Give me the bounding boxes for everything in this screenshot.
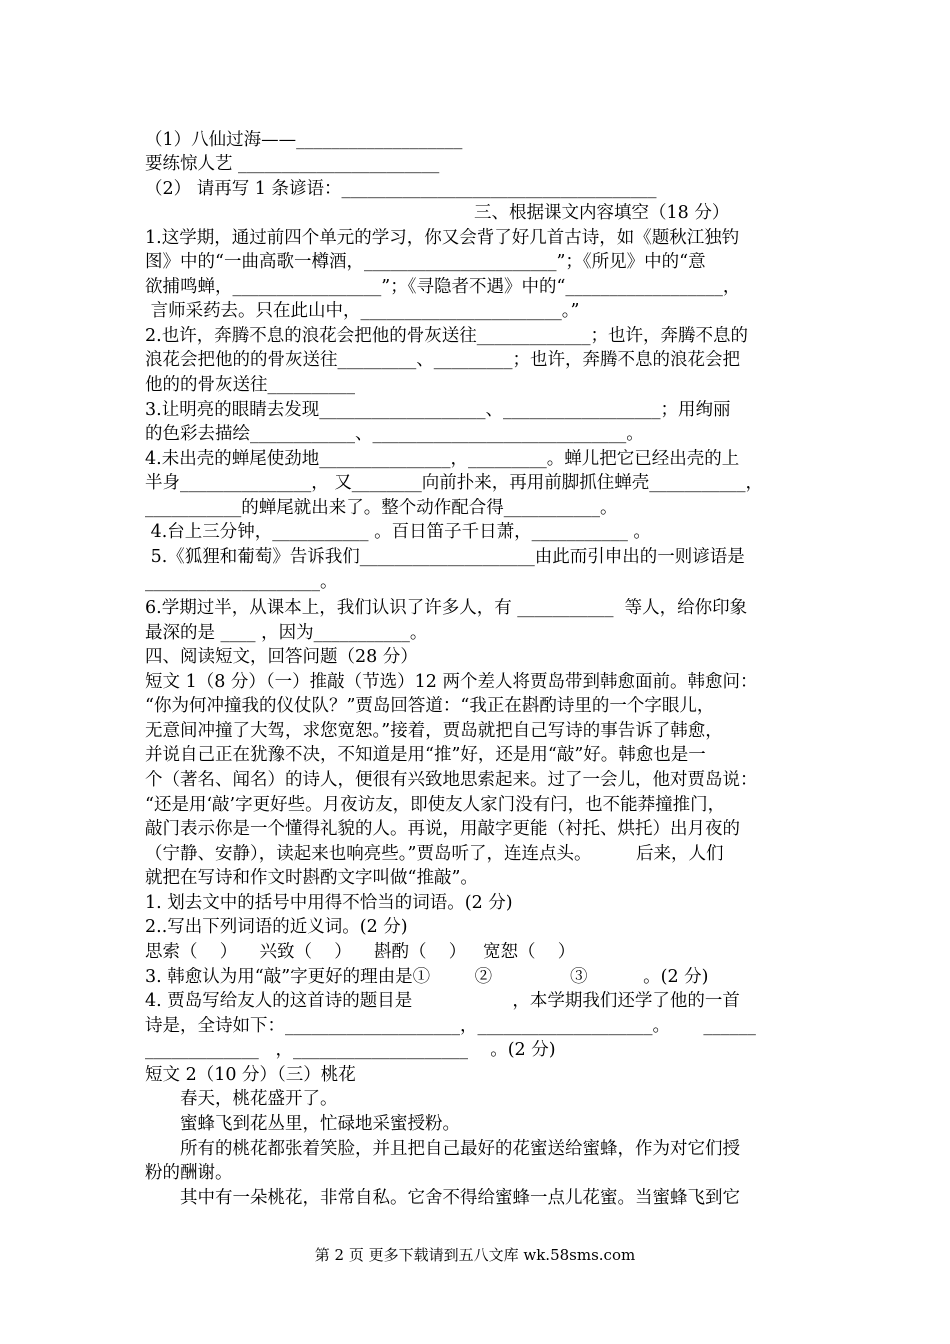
text-line: ___________的蝉尾就出来了。整个动作配合得___________。 bbox=[145, 498, 618, 518]
question-line: 4. 贾岛写给友人的这首诗的题目是 ，本学期我们还学了他的一首 bbox=[145, 991, 740, 1011]
passage-1-line: 个（著名、闻名）的诗人，便很有兴致地思索起来。过了一会儿，他对贾岛说： bbox=[145, 770, 758, 790]
question-line: 诗是，全诗如下：____________________，____________________。 ______ bbox=[145, 1016, 756, 1036]
passage-1-line: “你为何冲撞我的仪仗队？”贾岛回答道：“我正在斟酌诗里的一个字眼儿， bbox=[145, 696, 715, 716]
passage-1-line: 短文 1（8 分）（一）推敲（节选）12 两个差人将贾岛带到韩愈面前。韩愈问： bbox=[145, 672, 758, 692]
passage-2-line: 所有的桃花都张着笑脸，并且把自己最好的花蜜送给蜜蜂，作为对它们授 bbox=[180, 1139, 740, 1159]
passage-1-line: 并说自己正在犹豫不决，不知道是用“推”好，还是用“敲”好。韩愈也是一 bbox=[145, 745, 706, 765]
text-line: 他的的骨灰送往__________ bbox=[145, 375, 355, 395]
passage-1-line: “还是用‘敲’字更好些。月夜访友，即使友人家门没有闩，也不能莽撞推门， bbox=[145, 795, 726, 815]
text-line: 欲捕鸣蝉，_________________”；《寻隐者不遇》中的“__________________， bbox=[145, 277, 741, 297]
proverb-line-2: 要练惊人艺 _______________________ bbox=[145, 154, 440, 174]
question-line: 3. 韩愈认为用“敲”字更好的理由是① ② ③ 。(2 分) bbox=[145, 967, 709, 987]
passage-1-line: （宁静、安静），读起来也响亮些。”贾岛听了，连连点头。 后来，人们 bbox=[145, 844, 724, 864]
section-4-heading: 四、阅读短文，回答问题（28 分） bbox=[145, 647, 418, 667]
text-line: ____________________。 bbox=[145, 572, 338, 592]
question-line: 1. 划去文中的括号中用得不恰当的词语。(2 分) bbox=[145, 893, 513, 913]
text-line: 5.《狐狸和葡萄》告诉我们____________________由此而引申出的一则谚语是 bbox=[145, 547, 745, 567]
proverb-line-3: （2） 请再写 1 条谚语：____________________________________ bbox=[145, 179, 657, 199]
passage-1-line: 敲门表示你是一个懂得礼貌的人。再说，用敲字更能（衬托、烘托）出月夜的 bbox=[145, 819, 740, 839]
question-line: 思索（ ） 兴致（ ） 斟酌（ ） 宽恕（ ） bbox=[145, 942, 576, 962]
question-line: _____________ ，____________________ 。(2 分) bbox=[145, 1040, 556, 1060]
passage-2-line: 蜜蜂飞到花丛里，忙碌地采蜜授粉。 bbox=[180, 1114, 460, 1134]
passage-1-line: 就把在写诗和作文时斟酌文字叫做“推敲”。 bbox=[145, 868, 478, 888]
text-line: 半身_______________， 又________向前扑来，再用前脚抓住蝉壳___________， bbox=[145, 473, 764, 493]
text-line: 2.也许，奔腾不息的浪花会把他的骨灰送往_____________；也许，奔腾不息的 bbox=[145, 326, 748, 346]
passage-2-line: 粉的酬谢。 bbox=[145, 1163, 233, 1183]
passage-2-heading: 短文 2（10 分）（三）桃花 bbox=[145, 1065, 356, 1085]
passage-2-line: 其中有一朵桃花，非常自私。它舍不得给蜜蜂一点儿花蜜。当蜜蜂飞到它 bbox=[180, 1188, 740, 1208]
text-line: 最深的是 ____ ，因为___________。 bbox=[145, 623, 428, 643]
text-line: 1.这学期，通过前四个单元的学习，你又会背了好几首古诗，如《题秋江独钓 bbox=[145, 228, 740, 248]
text-line: 6.学期过半，从课本上，我们认识了许多人，有 ___________ 等人，给你印象 bbox=[145, 598, 748, 618]
text-line: 4.台上三分钟，___________ 。百日笛子千日萧，___________ 。 bbox=[145, 522, 651, 542]
text-line: 的色彩去描绘____________、_____________________________。 bbox=[145, 424, 644, 444]
passage-1-line: 无意间冲撞了大驾，求您宽恕。”接着，贾岛就把自己写诗的事告诉了韩愈， bbox=[145, 721, 723, 741]
question-line: 2..写出下列词语的近义词。(2 分) bbox=[145, 917, 408, 937]
text-line: 言师采药去。只在此山中，_______________________。” bbox=[145, 301, 580, 321]
text-line: 浪花会把他的的骨灰送往_________、_________；也许，奔腾不息的浪花会把 bbox=[145, 350, 740, 370]
page-footer: 第 2 页 更多下载请到五八文库 wk.58sms.com bbox=[314, 1246, 636, 1264]
text-line: 3.让明亮的眼睛去发现___________________、__________________；用绚丽 bbox=[145, 400, 731, 420]
proverb-line-1: （1）八仙过海——___________________ bbox=[145, 130, 463, 150]
text-line: 4.未出壳的蝉尾使劲地_______________，_________。蝉儿把它已经出壳的上 bbox=[145, 449, 740, 469]
text-line: 图》中的“一曲高歌一樽酒，______________________”；《所见》中的“意 bbox=[145, 252, 706, 272]
section-3-heading: 三、根据课文内容填空（18 分） bbox=[474, 203, 730, 223]
passage-2-line: 春天，桃花盛开了。 bbox=[180, 1089, 338, 1109]
